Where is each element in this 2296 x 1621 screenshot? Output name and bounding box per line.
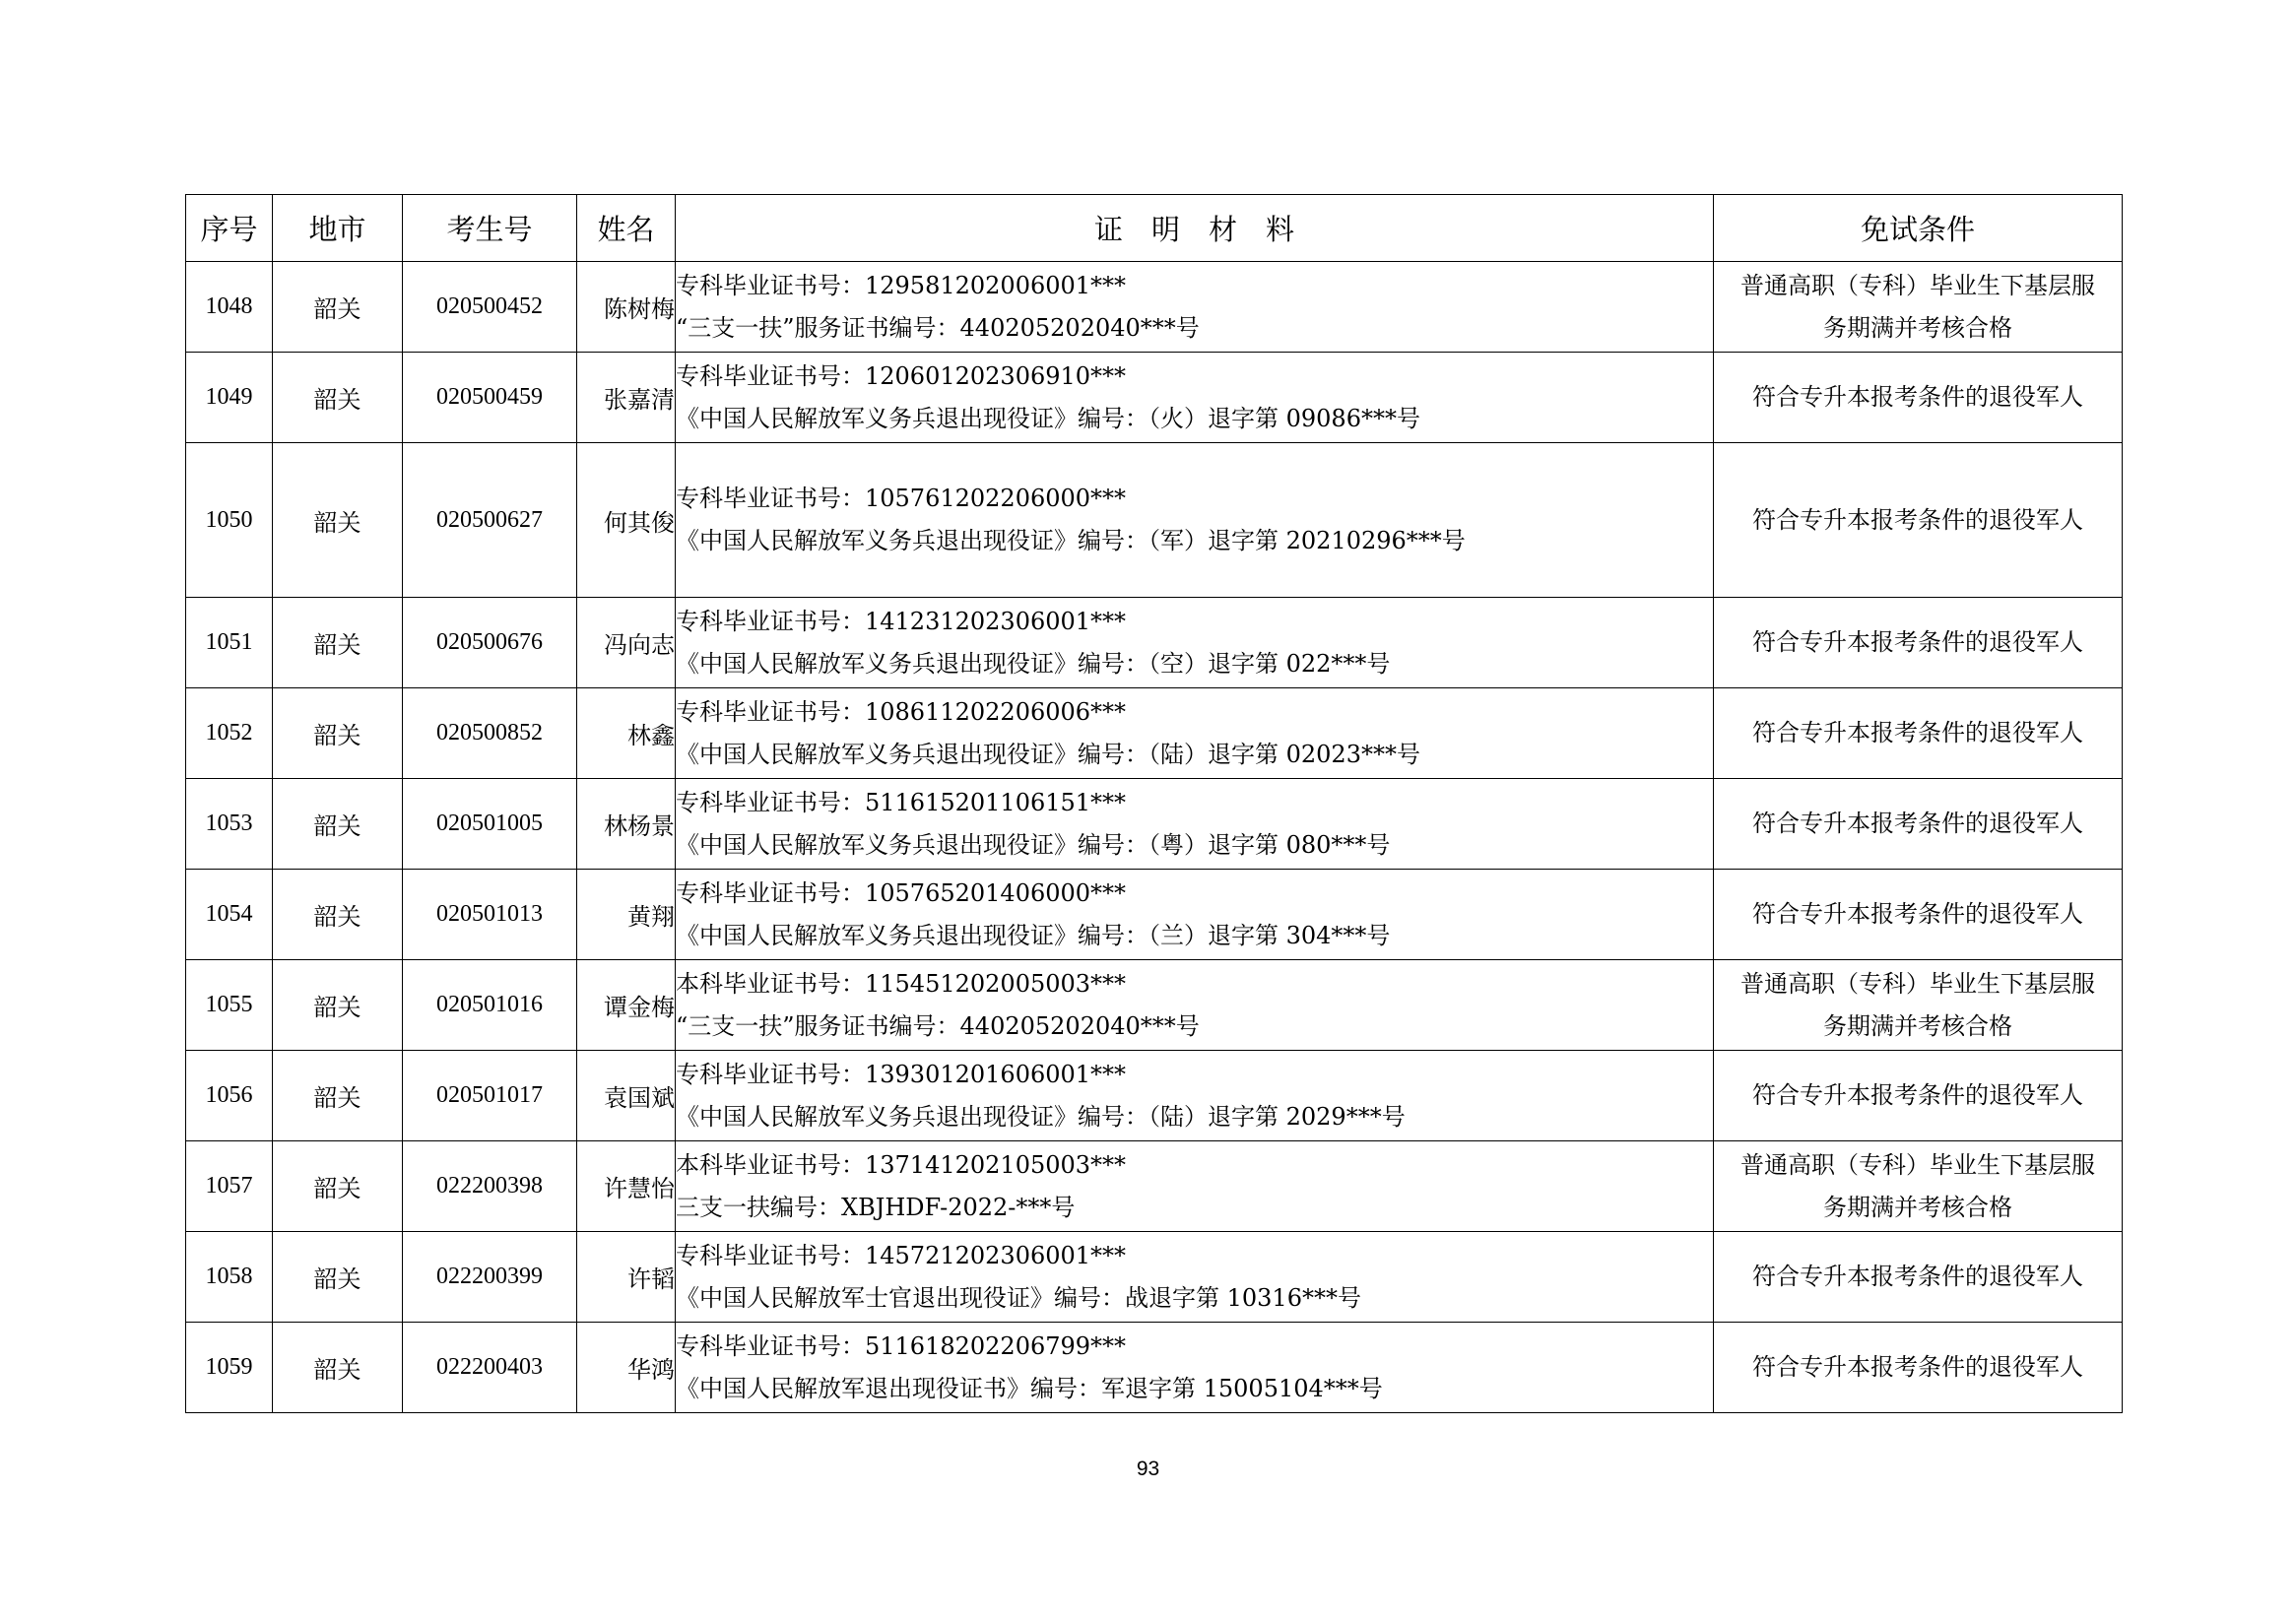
header-condition: 免试条件 <box>1714 195 2123 262</box>
cell-name: 张嘉清 <box>577 353 676 443</box>
header-row <box>186 195 2123 262</box>
cell-no: 1058 <box>186 1232 273 1323</box>
table-row <box>186 960 2123 1051</box>
condition-line: 普通高职（专科）毕业生下基层服 <box>1740 969 2095 998</box>
cell-exam-no: 020500676 <box>403 598 577 688</box>
cell-name: 冯向志 <box>577 598 676 688</box>
table-row <box>186 598 2123 688</box>
condition-line: 符合专升本报考条件的退役军人 <box>1752 1081 2083 1109</box>
material-line: 《中国人民解放军义务兵退出现役证》编号：（军）退字第 20210296***号 <box>676 527 1466 554</box>
cell-materials <box>676 1141 1714 1232</box>
material-line: 专科毕业证书号：129581202006001*** <box>676 271 1127 299</box>
cell-condition <box>1714 353 2123 443</box>
material-line: 专科毕业证书号：511618202206799*** <box>676 1331 1127 1360</box>
material-line: 本科毕业证书号：137141202105003*** <box>676 1150 1127 1179</box>
cell-exam-no: 020501017 <box>403 1051 577 1141</box>
cell-condition <box>1714 688 2123 779</box>
cell-no: 1051 <box>186 598 273 688</box>
cell-materials <box>676 688 1714 779</box>
cell-name: 何其俊 <box>577 443 676 598</box>
condition-line: 符合专升本报考条件的退役军人 <box>1752 719 2083 746</box>
cell-no: 1056 <box>186 1051 273 1141</box>
cell-name: 林鑫 <box>577 688 676 779</box>
cell-city: 韶关 <box>273 443 403 598</box>
condition-line: 普通高职（专科）毕业生下基层服 <box>1740 1150 2095 1179</box>
cell-no: 1052 <box>186 688 273 779</box>
material-line: “三支一扶”服务证书编号：440205202040***号 <box>676 313 1200 342</box>
cell-city: 韶关 <box>273 960 403 1051</box>
cell-exam-no: 020500452 <box>403 262 577 353</box>
cell-condition <box>1714 1232 2123 1323</box>
cell-condition <box>1714 1323 2123 1413</box>
cell-name: 陈树梅 <box>577 262 676 353</box>
cell-exam-no: 020500852 <box>403 688 577 779</box>
condition-line: 符合专升本报考条件的退役军人 <box>1752 628 2083 656</box>
material-line: 《中国人民解放军义务兵退出现役证》编号：（陆）退字第 02023***号 <box>676 740 1420 768</box>
table-row <box>186 443 2123 598</box>
cell-no: 1053 <box>186 779 273 870</box>
cell-materials <box>676 870 1714 960</box>
cell-condition <box>1714 443 2123 598</box>
material-line: 专科毕业证书号：139301201606001*** <box>676 1060 1127 1088</box>
table-row <box>186 1141 2123 1232</box>
header-materials: 证 明 材 料 <box>676 195 1714 262</box>
cell-city: 韶关 <box>273 262 403 353</box>
condition-line: 务期满并考核合格 <box>1823 313 2012 342</box>
cell-exam-no: 020501016 <box>403 960 577 1051</box>
cell-exam-no: 022200403 <box>403 1323 577 1413</box>
condition-line: 符合专升本报考条件的退役军人 <box>1752 1353 2083 1381</box>
cell-condition <box>1714 779 2123 870</box>
cell-materials <box>676 1051 1714 1141</box>
table-row <box>186 779 2123 870</box>
condition-line: 务期满并考核合格 <box>1823 1011 2012 1040</box>
material-line: 《中国人民解放军义务兵退出现役证》编号：（火）退字第 09086***号 <box>676 404 1420 432</box>
cell-city: 韶关 <box>273 1323 403 1413</box>
material-line: 本科毕业证书号：115451202005003*** <box>676 969 1127 998</box>
header-city: 地市 <box>273 195 403 262</box>
cell-no: 1050 <box>186 443 273 598</box>
condition-line: 普通高职（专科）毕业生下基层服 <box>1740 271 2095 299</box>
cell-name: 许韬 <box>577 1232 676 1323</box>
condition-line: 务期满并考核合格 <box>1823 1193 2012 1221</box>
condition-line: 符合专升本报考条件的退役军人 <box>1752 383 2083 411</box>
cell-condition <box>1714 598 2123 688</box>
table-row <box>186 1051 2123 1141</box>
material-line: 专科毕业证书号：105765201406000*** <box>676 878 1127 907</box>
condition-line: 符合专升本报考条件的退役军人 <box>1752 810 2083 837</box>
cell-materials <box>676 598 1714 688</box>
cell-materials <box>676 960 1714 1051</box>
cell-exam-no: 020501013 <box>403 870 577 960</box>
cell-name: 林杨景 <box>577 779 676 870</box>
material-line: 《中国人民解放军退出现役证书》编号：军退字第 15005104***号 <box>676 1374 1383 1402</box>
header-no: 序号 <box>186 195 273 262</box>
material-line: 专科毕业证书号：141231202306001*** <box>676 607 1127 635</box>
material-line: 三支一扶编号：XBJHDF-2022-***号 <box>676 1193 1076 1221</box>
table-row <box>186 353 2123 443</box>
page-number: 93 <box>1136 1458 1160 1480</box>
condition-line: 符合专升本报考条件的退役军人 <box>1752 1263 2083 1290</box>
cell-city: 韶关 <box>273 688 403 779</box>
cell-exam-no: 022200398 <box>403 1141 577 1232</box>
cell-condition <box>1714 960 2123 1051</box>
cell-materials <box>676 779 1714 870</box>
cell-exam-no: 020500627 <box>403 443 577 598</box>
cell-city: 韶关 <box>273 1141 403 1232</box>
material-line: “三支一扶”服务证书编号：440205202040***号 <box>676 1011 1200 1040</box>
cell-name: 黄翔 <box>577 870 676 960</box>
cell-city: 韶关 <box>273 870 403 960</box>
table-row <box>186 870 2123 960</box>
cell-city: 韶关 <box>273 598 403 688</box>
cell-name: 许慧怡 <box>577 1141 676 1232</box>
cell-city: 韶关 <box>273 1232 403 1323</box>
cell-exam-no: 020501005 <box>403 779 577 870</box>
material-line: 《中国人民解放军士官退出现役证》编号：战退字第 10316***号 <box>676 1283 1361 1312</box>
cell-city: 韶关 <box>273 779 403 870</box>
cell-name: 谭金梅 <box>577 960 676 1051</box>
cell-materials <box>676 1232 1714 1323</box>
material-line: 专科毕业证书号：105761202206000*** <box>676 485 1127 512</box>
condition-line: 符合专升本报考条件的退役军人 <box>1752 900 2083 928</box>
cell-city: 韶关 <box>273 1051 403 1141</box>
material-line: 专科毕业证书号：145721202306001*** <box>676 1241 1127 1269</box>
cell-condition <box>1714 1051 2123 1141</box>
cell-condition <box>1714 262 2123 353</box>
cell-condition <box>1714 870 2123 960</box>
material-line: 《中国人民解放军义务兵退出现役证》编号：（兰）退字第 304***号 <box>676 921 1391 949</box>
cell-city: 韶关 <box>273 353 403 443</box>
cell-no: 1059 <box>186 1323 273 1413</box>
cell-no: 1048 <box>186 262 273 353</box>
cell-condition <box>1714 1141 2123 1232</box>
cell-no: 1054 <box>186 870 273 960</box>
header-name: 姓名 <box>577 195 676 262</box>
table-row <box>186 1232 2123 1323</box>
material-line: 《中国人民解放军义务兵退出现役证》编号：（空）退字第 022***号 <box>676 649 1391 678</box>
cell-no: 1055 <box>186 960 273 1051</box>
material-line: 专科毕业证书号：108611202206006*** <box>676 697 1127 726</box>
material-line: 专科毕业证书号：120601202306910*** <box>676 361 1127 390</box>
material-line: 《中国人民解放军义务兵退出现役证》编号：（陆）退字第 2029***号 <box>676 1102 1406 1131</box>
exemption-table <box>185 194 2123 1413</box>
table-row <box>186 262 2123 353</box>
cell-materials <box>676 443 1714 598</box>
cell-exam-no: 020500459 <box>403 353 577 443</box>
cell-no: 1057 <box>186 1141 273 1232</box>
cell-materials <box>676 262 1714 353</box>
cell-materials <box>676 1323 1714 1413</box>
material-line: 专科毕业证书号：511615201106151*** <box>676 788 1127 816</box>
condition-line: 符合专升本报考条件的退役军人 <box>1752 505 2083 534</box>
table-row <box>186 1323 2123 1413</box>
cell-exam-no: 022200399 <box>403 1232 577 1323</box>
cell-name: 袁国斌 <box>577 1051 676 1141</box>
cell-materials <box>676 353 1714 443</box>
material-line: 《中国人民解放军义务兵退出现役证》编号：（粤）退字第 080***号 <box>676 830 1391 859</box>
header-exam-no: 考生号 <box>403 195 577 262</box>
table-row <box>186 688 2123 779</box>
cell-name: 华鸿 <box>577 1323 676 1413</box>
cell-no: 1049 <box>186 353 273 443</box>
